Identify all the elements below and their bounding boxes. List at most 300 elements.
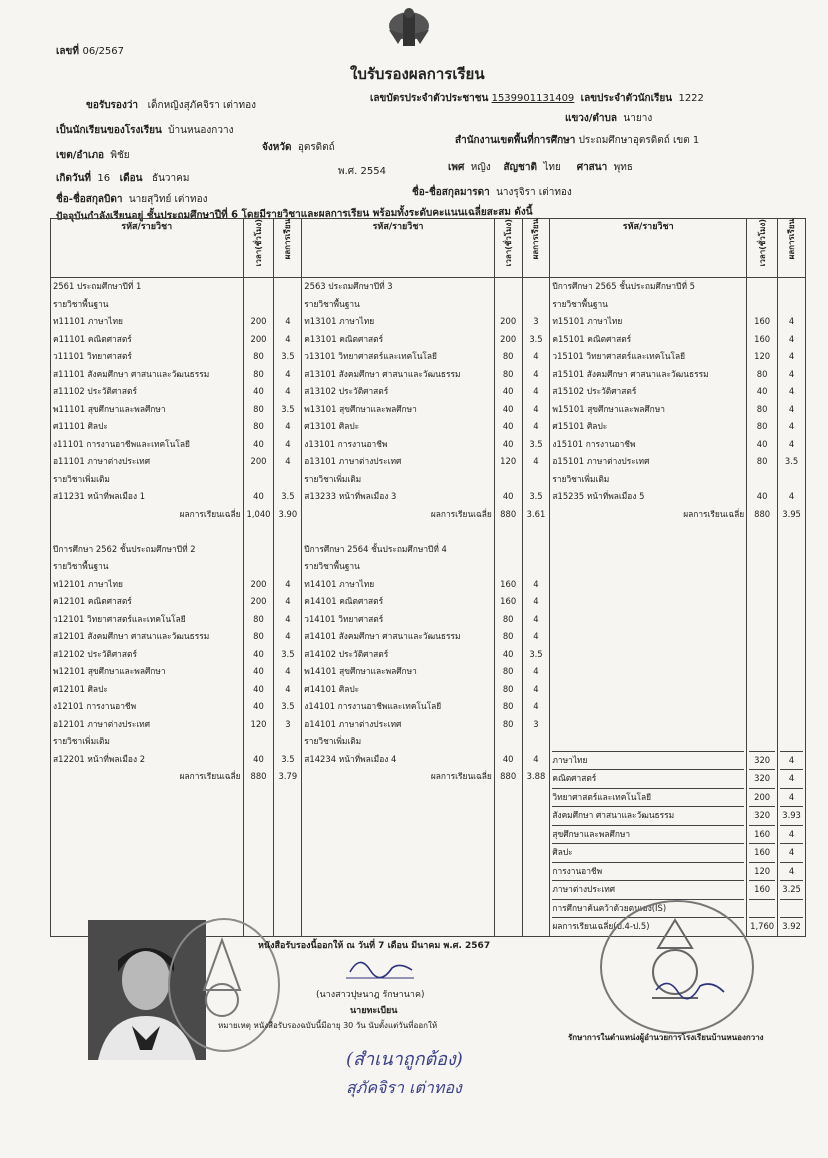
grade-cell: 4	[285, 666, 291, 676]
hours-cell: 160	[754, 333, 771, 344]
average-label: ผลการเรียนเฉลี่ย	[430, 771, 492, 781]
subject-row: รายวิชาพื้นฐาน	[304, 298, 360, 309]
blank-row	[552, 646, 744, 664]
grade-cell: 3.5	[529, 333, 543, 344]
mother-line: ชื่อ-ชื่อสกุลมารดา นางรุจิรา เต่าทอง	[412, 187, 572, 198]
garuda-emblem-icon	[384, 4, 434, 54]
grade-cell: 4	[788, 491, 795, 501]
blank-row	[780, 733, 803, 751]
hours-cell: 80	[253, 403, 264, 414]
blank-row	[780, 611, 803, 629]
blank-row	[749, 576, 775, 594]
summary-grade: 4	[780, 769, 803, 788]
blank-row	[552, 576, 744, 594]
subject-row: ศ13101 ศิลปะ	[304, 421, 360, 431]
grade-cell	[276, 558, 299, 576]
blank-row	[749, 646, 775, 664]
grade-cell: 3.5	[784, 456, 799, 466]
subject-row: ปีการศึกษา 2564 ชั้นประถมศึกษาปีที่ 4	[304, 543, 447, 554]
school-seal-right	[600, 900, 754, 1034]
subject-row: ว15101 วิทยาศาสตร์และเทคโนโลยี	[552, 351, 686, 361]
grade-cell: 3	[533, 718, 539, 729]
registrar-signature-icon	[340, 952, 420, 984]
subject-row: ว14101 วิทยาศาสตร์	[304, 613, 384, 624]
grade-cell	[276, 296, 299, 314]
hours-cell: 80	[756, 456, 768, 466]
subject-row: ส13233 หน้าที่พลเมือง 3	[304, 491, 397, 501]
hours-cell	[497, 541, 520, 559]
col3-grades	[778, 278, 806, 937]
subject-row: ศ14101 ศิลปะ	[304, 683, 360, 694]
grade-cell: 4	[788, 438, 795, 449]
summary-grade: 4	[780, 751, 803, 770]
hours-cell	[749, 278, 775, 296]
subject-row: ท14101 ภาษาไทย	[304, 578, 375, 589]
summary-subject: สังคมศึกษา ศาสนาและวัฒนธรรม	[552, 806, 744, 825]
grade-cell: 4	[533, 421, 539, 431]
average-label: ผลการเรียนเฉลี่ย	[430, 508, 492, 519]
hours-cell: 80	[253, 368, 264, 379]
hours-cell	[497, 558, 520, 576]
hours-cell: 80	[502, 368, 514, 379]
subject-row: อ15101 ภาษาต่างประเทศ	[552, 456, 650, 466]
grade-cell: 4	[533, 596, 539, 606]
subject-row: ง12101 การงานอาชีพ	[53, 701, 137, 711]
grade-cell: 4	[285, 333, 291, 344]
hours-cell	[246, 558, 272, 576]
subject-row: ส11101 สังคมศึกษา ศาสนาและวัฒนธรรม	[53, 368, 210, 379]
header-subject-1: รหัส/รายวิชา	[51, 219, 244, 278]
hours-cell: 40	[502, 438, 514, 449]
hours-cell: 160	[754, 316, 771, 326]
subject-row: รายวิชาพื้นฐาน	[304, 561, 360, 571]
grade-cell: 4	[285, 613, 291, 624]
subject-row: พ11101 สุขศึกษาและพลศึกษา	[53, 403, 166, 414]
blank-row	[780, 558, 803, 576]
grade-cell	[276, 523, 299, 541]
summary-hours: 320	[749, 769, 775, 788]
grade-cell: 4	[533, 386, 539, 396]
handwritten-name: สุภัคจิรา เต่าทอง	[346, 1078, 462, 1097]
grade-cell: 4	[533, 683, 539, 694]
hours-cell: 80	[502, 631, 514, 641]
hours-cell	[497, 278, 520, 296]
hours-cell: 200	[250, 596, 267, 606]
grade-cell: 4	[285, 368, 291, 379]
hours-cell	[246, 296, 272, 314]
summary-grade	[780, 899, 803, 918]
grade-cell: 4	[285, 631, 291, 641]
grade-cell	[780, 296, 803, 314]
subject-row: พ12101 สุขศึกษาและพลศึกษา	[53, 666, 166, 676]
hours-cell: 200	[500, 316, 517, 326]
grade-cell: 4	[533, 701, 539, 711]
hours-cell: 120	[250, 718, 267, 729]
hours-cell: 880	[250, 771, 267, 781]
grade-cell	[780, 471, 803, 489]
blank-row	[552, 558, 744, 576]
subject-row: ส12102 ประวัติศาสตร์	[53, 648, 137, 659]
grade-cell	[780, 278, 803, 296]
subject-row: ส11102 ประวัติศาสตร์	[53, 386, 137, 396]
hours-cell: 80	[502, 666, 514, 676]
subject-row: ท12101 ภาษาไทย	[53, 578, 123, 589]
director-signature-icon	[650, 972, 730, 1002]
handwritten-certified-copy: (สำเนาถูกต้อง)	[346, 1049, 463, 1070]
blank-row	[552, 628, 744, 646]
subject-row: ส14102 ประวัติศาสตร์	[304, 648, 389, 659]
subject-row: ส15235 หน้าที่พลเมือง 5	[552, 491, 645, 501]
subject-row: ค13101 คณิตศาสตร์	[304, 333, 384, 344]
hours-cell: 880	[500, 771, 517, 781]
summary-subject: ภาษาไทย	[552, 751, 744, 770]
grade-cell: 4	[788, 368, 795, 379]
blank-row	[780, 523, 803, 541]
father-line: ชื่อ-ชื่อสกุลบิดา นายสุวิทย์ เต่าทอง	[56, 194, 208, 205]
subject-row: ศ12101 ศิลปะ	[53, 683, 108, 694]
hours-cell: 80	[756, 421, 768, 431]
blank-row	[780, 628, 803, 646]
summary-grade: 3.25	[780, 880, 803, 899]
blank-row	[749, 681, 775, 699]
hours-cell: 80	[502, 718, 514, 729]
grade-cell: 4	[533, 578, 539, 589]
hours-cell: 40	[253, 753, 264, 764]
grade-cell: 3.5	[281, 491, 295, 501]
subject-row: 2561 ประถมศึกษาปีที่ 1	[53, 281, 142, 291]
blank-row	[552, 523, 744, 541]
subject-row: อ14101 ภาษาต่างประเทศ	[304, 718, 402, 729]
hours-cell: 80	[253, 613, 264, 624]
col3-subjects	[550, 278, 747, 937]
personal-line: เพศ หญิง สัญชาติ ไทย ศาสนา พุทธ	[448, 162, 633, 173]
hours-cell: 880	[500, 508, 517, 519]
blank-row	[552, 733, 744, 751]
hours-cell: 120	[754, 351, 771, 361]
hours-cell: 40	[253, 683, 264, 694]
blank-row	[552, 541, 744, 559]
summary-hours: 1,760	[749, 917, 775, 936]
summary-hours: 200	[749, 788, 775, 807]
birth-line: เกิดวันที่ 16 เดือน ธันวาคม	[56, 173, 190, 184]
summary-subject: ศิลปะ	[552, 843, 744, 862]
grade-cell: 3.5	[281, 701, 295, 711]
grade-cell: 4	[533, 456, 539, 466]
subject-row: อ11101 ภาษาต่างประเทศ	[53, 456, 151, 466]
hours-cell: 40	[253, 491, 264, 501]
blank-row	[749, 611, 775, 629]
hours-cell	[246, 471, 272, 489]
blank-row	[749, 628, 775, 646]
subject-row: ส15102 ประวัติศาสตร์	[552, 386, 637, 396]
hours-cell: 80	[502, 683, 514, 694]
hours-cell: 160	[500, 578, 517, 589]
subject-row: รายวิชาเพิ่มเติม	[304, 473, 362, 484]
subject-row: ง14101 การงานอาชีพและเทคโนโลยี	[304, 701, 442, 711]
summary-grade: 4	[780, 788, 803, 807]
birth-year-line: พ.ศ. 2554	[338, 166, 386, 177]
grade-cell	[276, 733, 299, 751]
grade-cell	[525, 296, 548, 314]
subject-row: ส12101 สังคมศึกษา ศาสนาและวัฒนธรรม	[53, 631, 210, 641]
subject-row: อ13101 ภาษาต่างประเทศ	[304, 456, 402, 466]
subject-row: ส15101 สังคมศึกษา ศาสนาและวัฒนธรรม	[552, 368, 709, 379]
overall-average-label: ผลการเรียนเฉลี่ย(ป.4-ป.5)	[552, 917, 744, 936]
blank-row	[780, 646, 803, 664]
province-line: จังหวัด อุตรดิตถ์	[262, 142, 335, 153]
blank-row	[780, 663, 803, 681]
subject-row: ว13101 วิทยาศาสตร์และเทคโนโลยี	[304, 351, 437, 361]
grade-cell: 4	[788, 386, 795, 396]
summary-grade: 4	[780, 825, 803, 844]
hours-cell: 80	[756, 403, 768, 414]
hours-cell	[749, 471, 775, 489]
subject-row: พ14101 สุขศึกษาและพลศึกษา	[304, 666, 417, 676]
summary-hours: 320	[749, 751, 775, 770]
hours-cell	[497, 471, 520, 489]
hours-cell	[246, 541, 272, 559]
average-label: ผลการเรียนเฉลี่ย	[179, 771, 241, 781]
blank-row	[552, 698, 744, 716]
grade-cell: 4	[285, 386, 291, 396]
subject-row: 2563 ประถมศึกษาปีที่ 3	[304, 281, 393, 291]
grade-cell	[525, 471, 548, 489]
registrar-title: นายทะเบียน	[350, 1006, 398, 1016]
grade-cell: 4	[533, 666, 539, 676]
blank-row	[780, 576, 803, 594]
hours-cell: 80	[253, 421, 264, 431]
blank-row	[552, 716, 744, 734]
col2-subjects	[302, 278, 495, 937]
grade-cell: 4	[533, 753, 539, 764]
grade-cell	[276, 278, 299, 296]
subject-row: รายวิชาเพิ่มเติม	[304, 736, 362, 746]
blank-row	[552, 611, 744, 629]
summary-hours: 160	[749, 825, 775, 844]
grade-cell	[525, 733, 548, 751]
grade-cell: 4	[533, 403, 539, 414]
grade-cell: 3.88	[526, 771, 546, 781]
grades-table	[50, 218, 806, 937]
blank-row	[749, 733, 775, 751]
summary-hours: 320	[749, 806, 775, 825]
subject-row: ง13101 การงานอาชีพ	[304, 438, 388, 449]
blank-row	[780, 698, 803, 716]
subject-row: ส13101 สังคมศึกษา ศาสนาและวัฒนธรรม	[304, 368, 461, 379]
average-label: ผลการเรียนเฉลี่ย	[683, 508, 745, 519]
subject-row: ค14101 คณิตศาสตร์	[304, 596, 384, 606]
director-title: รักษาการในตำแหน่งผู้อำนวยการโรงเรียนบ้านหนองกวาง	[568, 1033, 764, 1042]
grade-cell: 3.5	[281, 351, 295, 361]
hours-cell: 40	[502, 403, 514, 414]
grade-cell: 3.5	[281, 403, 295, 414]
hours-cell: 40	[253, 666, 264, 676]
blank-row	[749, 593, 775, 611]
hours-cell: 80	[756, 368, 768, 379]
subject-row: ศ11101 ศิลปะ	[53, 421, 108, 431]
header-grade-2: ผลการเรียน	[531, 219, 541, 260]
hours-cell: 1,040	[246, 508, 271, 519]
average-label: ผลการเรียนเฉลี่ย	[179, 508, 241, 519]
subject-row: ว12101 วิทยาศาสตร์และเทคโนโลยี	[53, 613, 186, 624]
hours-cell: 80	[502, 351, 514, 361]
hours-cell	[246, 733, 272, 751]
subdistrict-line: แขวง/ตำบล นายาง	[565, 113, 653, 124]
subject-row: รายวิชาเพิ่มเติม	[53, 473, 110, 484]
subject-row: รายวิชาเพิ่มเติม	[552, 473, 610, 484]
subject-row: ศ15101 ศิลปะ	[552, 421, 608, 431]
hours-cell: 880	[754, 508, 771, 519]
summary-subject: การศึกษาค้นคว้าด้วยตนเอง(IS)	[552, 899, 744, 918]
subject-row: ค15101 คณิตศาสตร์	[552, 333, 632, 344]
hours-cell: 40	[756, 386, 768, 396]
grade-cell: 3	[533, 316, 539, 326]
office-line: สำนักงานเขตพื้นที่การศึกษา ประถมศึกษาอุตรดิตถ์ เขต 1	[455, 135, 700, 146]
summary-subject: คณิตศาสตร์	[552, 769, 744, 788]
grade-cell	[276, 541, 299, 559]
hours-cell: 40	[502, 421, 514, 431]
school-line: เป็นนักเรียนของโรงเรียน บ้านหนองกวาง	[56, 125, 234, 136]
hours-cell: 40	[253, 701, 264, 711]
hours-cell: 80	[253, 631, 264, 641]
summary-subject: สุขศึกษาและพลศึกษา	[552, 825, 744, 844]
subject-row	[304, 523, 492, 541]
subject-row: ค11101 คณิตศาสตร์	[53, 333, 132, 344]
summary-subject: ภาษาต่างประเทศ	[552, 880, 744, 899]
grade-cell: 4	[285, 683, 291, 694]
hours-cell: 200	[250, 316, 267, 326]
school-seal-right-icon	[602, 902, 748, 1028]
subject-row: ปีการศึกษา 2562 ชั้นประถมศึกษาปีที่ 2	[53, 543, 196, 554]
blank-row	[780, 593, 803, 611]
hours-cell	[749, 296, 775, 314]
grade-cell: 3.5	[529, 438, 543, 449]
grade-cell: 4	[285, 578, 291, 589]
grade-cell: 4	[788, 421, 795, 431]
blank-row	[780, 541, 803, 559]
grade-cell: 3.5	[281, 648, 295, 659]
subject-row: ท15101 ภาษาไทย	[552, 316, 623, 326]
summary-grade: 4	[780, 862, 803, 881]
grade-cell: 4	[533, 368, 539, 379]
subject-row: ท13101 ภาษาไทย	[304, 316, 375, 326]
blank-row	[749, 698, 775, 716]
col1-grades	[274, 278, 302, 937]
subject-row: ค12101 คณิตศาสตร์	[53, 596, 132, 606]
summary-subject: การงานอาชีพ	[552, 862, 744, 881]
subject-row: พ13101 สุขศึกษาและพลศึกษา	[304, 403, 417, 414]
blank-row	[749, 558, 775, 576]
blank-row	[749, 523, 775, 541]
summary-hours: 120	[749, 862, 775, 881]
grade-cell: 4	[533, 613, 539, 624]
blank-row	[780, 716, 803, 734]
subject-row: พ15101 สุขศึกษาและพลศึกษา	[552, 403, 665, 414]
doc-number: เลขที่ 06/2567	[56, 46, 125, 57]
header-grade-1: ผลการเรียน	[283, 219, 293, 260]
subject-row: รายวิชาพื้นฐาน	[53, 561, 109, 571]
hours-cell	[246, 523, 272, 541]
grade-cell	[525, 523, 548, 541]
grade-cell: 4	[285, 456, 291, 466]
summary-grade: 4	[780, 843, 803, 862]
col3-hours	[747, 278, 778, 937]
subject-row: รายวิชาพื้นฐาน	[53, 298, 109, 309]
district-line: เขต/อำเภอ พิชัย	[56, 150, 130, 161]
col2-grades	[522, 278, 550, 937]
summary-hours: 160	[749, 843, 775, 862]
col1-hours	[243, 278, 274, 937]
grade-cell: 4	[788, 316, 795, 326]
blank-row	[749, 541, 775, 559]
subject-row: ง15101 การงานอาชีพ	[552, 438, 636, 449]
hours-cell: 80	[253, 351, 264, 361]
student-name-line: ขอรับรองว่า เด็กหญิงสุภัคจิรา เต่าทอง	[86, 100, 256, 111]
hours-cell: 200	[500, 333, 517, 344]
grade-cell	[276, 471, 299, 489]
subject-row: ง11101 การงานอาชีพและเทคโนโลยี	[53, 438, 190, 449]
grade-cell: 4	[788, 351, 795, 361]
grade-cell: 4	[285, 596, 291, 606]
col2-hours	[494, 278, 522, 937]
subject-row: ส14101 สังคมศึกษา ศาสนาและวัฒนธรรม	[304, 631, 461, 641]
grade-cell: 3.5	[529, 648, 543, 659]
hours-cell: 40	[253, 648, 264, 659]
hours-cell	[497, 523, 520, 541]
hours-cell: 40	[502, 386, 514, 396]
page-title: ใบรับรองผลการเรียน	[350, 65, 485, 83]
header-grade-3: ผลการเรียน	[787, 219, 797, 260]
hours-cell: 40	[756, 491, 768, 501]
hours-cell: 120	[500, 456, 517, 466]
header-subject-2: รหัส/รายวิชา	[302, 219, 495, 278]
summary-subject: วิทยาศาสตร์และเทคโนโลยี	[552, 788, 744, 807]
blank-row	[552, 681, 744, 699]
summary-hours: 160	[749, 880, 775, 899]
grade-cell	[525, 541, 548, 559]
hours-cell: 200	[250, 456, 267, 466]
grade-cell: 3	[285, 718, 291, 729]
grade-cell: 3.95	[782, 508, 801, 519]
current-level-line: ปัจจุบันกำลังเรียนอยู่ ชั้นประถมศึกษาปีที่ 6 โดยมีรายวิชาและผลการเรียน พร้อมทั้งระดับคะแนนเฉลี่ยสะสม ดังนี้	[55, 206, 533, 223]
grade-cell: 4	[533, 351, 539, 361]
hours-cell	[246, 278, 272, 296]
subject-row: รายวิชาเพิ่มเติม	[53, 736, 110, 746]
validity-note: หมายเหตุ หนังสือรับรองฉบับนี้มีอายุ 30 วัน นับตั้งแต่วันที่ออกให้	[218, 1021, 438, 1030]
subject-row: ท11101 ภาษาไทย	[53, 316, 123, 326]
col1-subjects	[51, 278, 244, 937]
grade-cell: 3.79	[278, 771, 298, 781]
subject-row: ว11101 วิทยาศาสตร์	[53, 351, 132, 361]
blank-row	[780, 681, 803, 699]
grade-cell	[525, 278, 548, 296]
subject-row	[53, 523, 241, 541]
summary-grade: 3.93	[780, 806, 803, 825]
hours-cell: 40	[756, 438, 768, 449]
subject-row: ปีการศึกษา 2565 ชั้นประถมศึกษาปีที่ 5	[552, 281, 695, 291]
blank-row	[749, 663, 775, 681]
grade-cell: 3.5	[529, 491, 543, 501]
grade-cell	[525, 558, 548, 576]
hours-cell: 200	[250, 578, 267, 589]
grade-cell: 4	[285, 438, 291, 449]
blank-row	[749, 716, 775, 734]
subject-row: ส12201 หน้าที่พลเมือง 2	[53, 753, 146, 764]
hours-cell	[497, 733, 520, 751]
hours-cell: 40	[253, 438, 264, 449]
grade-cell: 4	[533, 631, 539, 641]
issued-date: หนังสือรับรองนี้ออกให้ ณ วันที่ 7 เดือน มีนาคม พ.ศ. 2567	[258, 941, 491, 951]
